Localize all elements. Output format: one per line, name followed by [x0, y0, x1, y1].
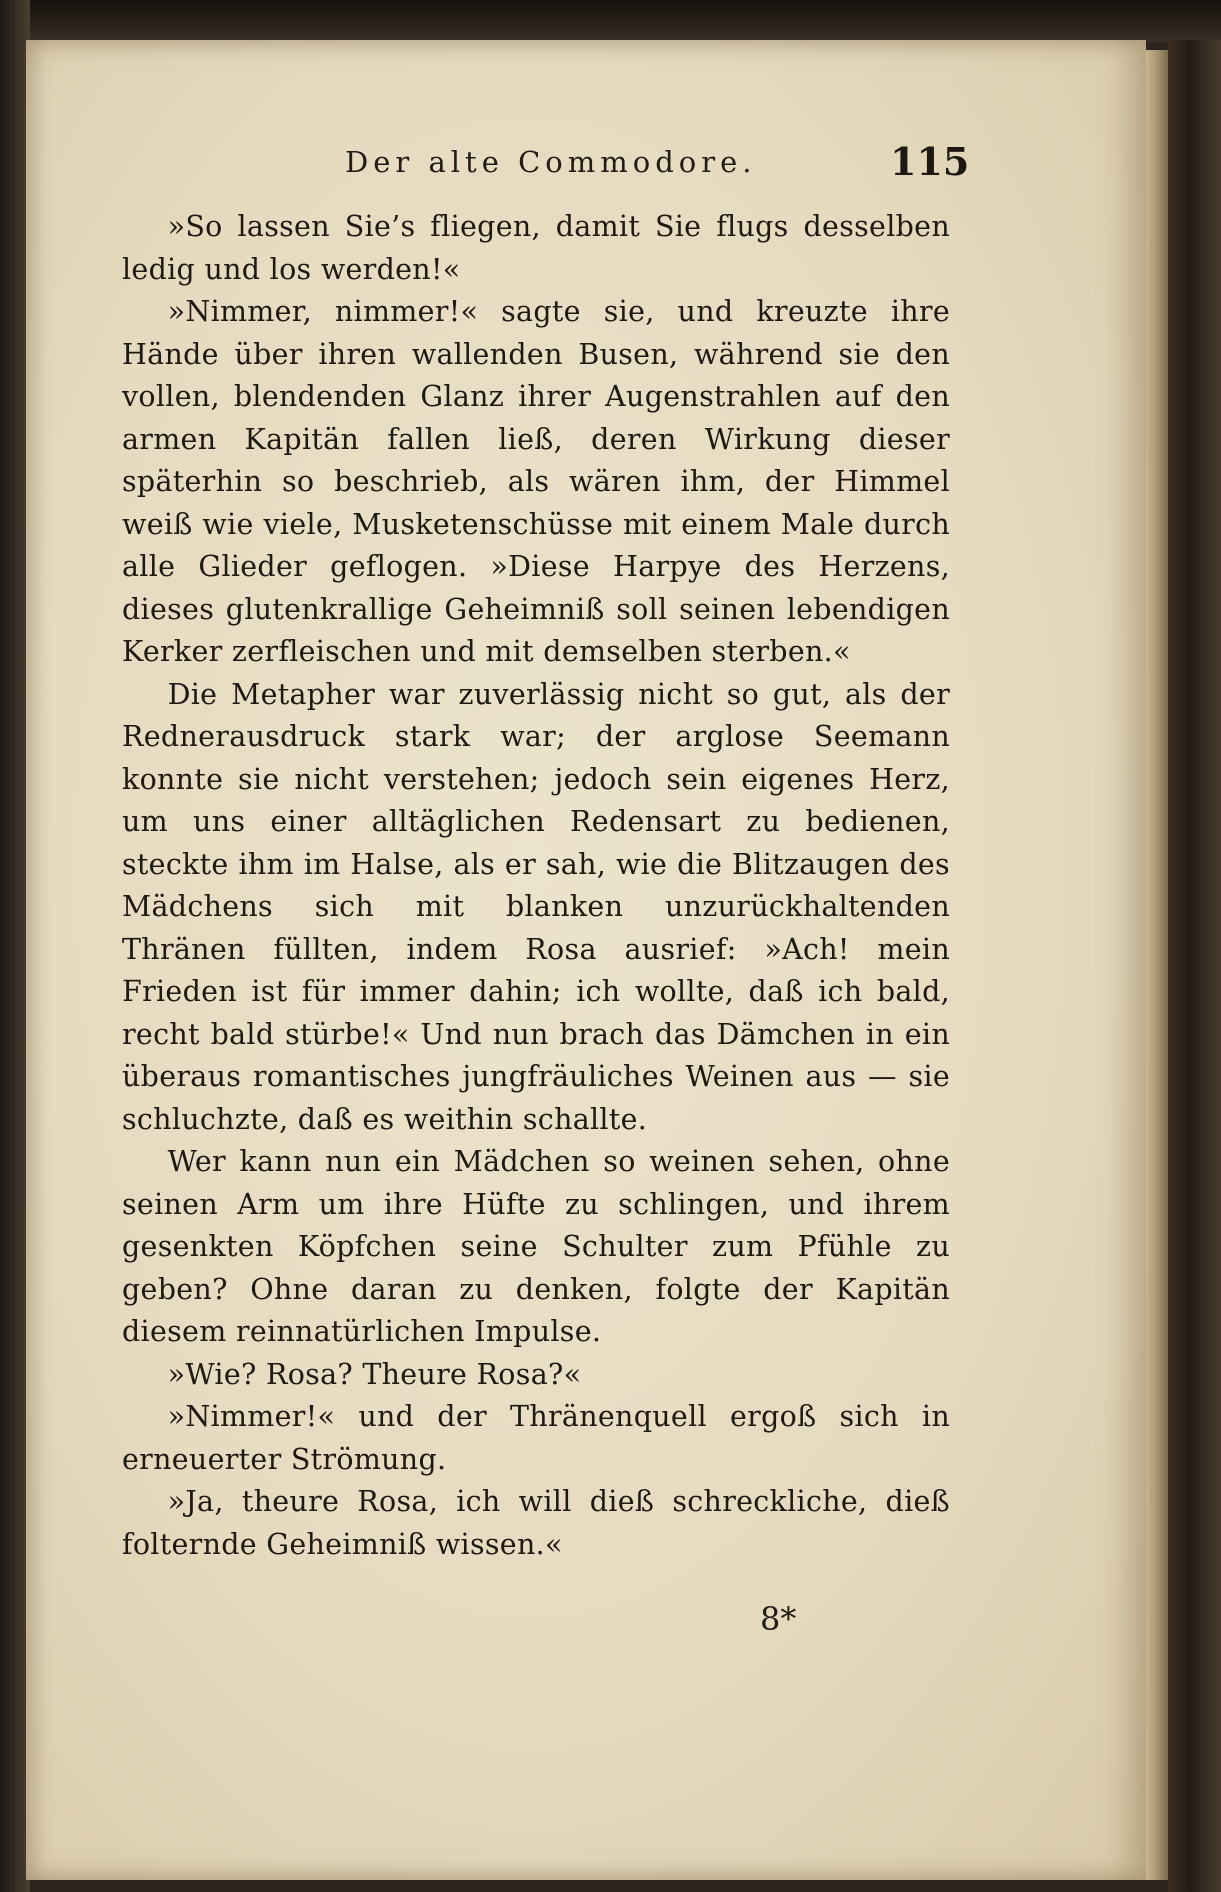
paragraph: Wer kann nun ein Mädchen so weinen sehen, ohne seinen Arm um ihre Hüfte zu schlingen, und ihrem gesenkten Köpfchen seine Schulter zum Pfühle zu geben? Ohne daran zu denken, folgte der Kapitän diesem reinnatürlichen Impulse.: [122, 1145, 950, 1348]
book-edge-top: [0, 0, 1221, 42]
page-fold: [1146, 50, 1168, 1880]
running-head: [0, 139, 1221, 185]
running-title: Der alte Commodore.: [345, 145, 757, 179]
book-edge-right: [1168, 40, 1221, 1892]
paragraph: »So lassen Sie’s fliegen, damit Sie flugs desselben ledig und los werden!«: [122, 210, 950, 286]
body-text: [122, 206, 950, 1566]
page-number: 115: [890, 139, 970, 184]
signature-mark: 8*: [760, 1600, 797, 1638]
paragraph: »Nimmer!« und der Thränenquell ergoß sich in erneuerter Strömung.: [122, 1400, 950, 1476]
paragraph: »Nimmer, nimmer!« sagte sie, und kreuzte ihre Hände über ihren wallenden Busen, während sie den vollen, blendenden Glanz ihrer Augenstrahlen auf den armen Kapitän fallen ließ, deren Wirkung dieser späterhin so beschrieb, als wären ihm, der Himmel weiß wie viele, Musketenschüsse mit einem Male durch alle Glieder geflogen. »Diese Harpye des Herzens, dieses glutenkrallige Geheimniß soll seinen lebendigen Kerker zerfleischen und mit demselben sterben.«: [122, 295, 950, 668]
paragraph: Die Metapher war zuverlässig nicht so gut, als der Rednerausdruck stark war; der arglose Seemann konnte sie nicht verstehen; jedoch sein eigenes Herz, um uns einer alltäglichen Redensart zu bedienen, steckte ihm im Halse, als er sah, wie die Blitzaugen des Mädchens sich mit blanken unzurückhaltenden Thränen füllten, indem Rosa ausrief: »Ach! mein Frieden ist für immer dahin; ich wollte, daß ich bald, recht bald stürbe!« Und nun brach das Dämchen in ein überaus romantisches jungfräuliches Weinen aus — sie schluchzte, daß es weithin schallte.: [122, 677, 950, 1136]
paragraph: »Wie? Rosa? Theure Rosa?«: [167, 1357, 582, 1391]
paragraph: »Ja, theure Rosa, ich will dieß schreckliche, dieß folternde Geheimniß wissen.«: [122, 1485, 950, 1561]
